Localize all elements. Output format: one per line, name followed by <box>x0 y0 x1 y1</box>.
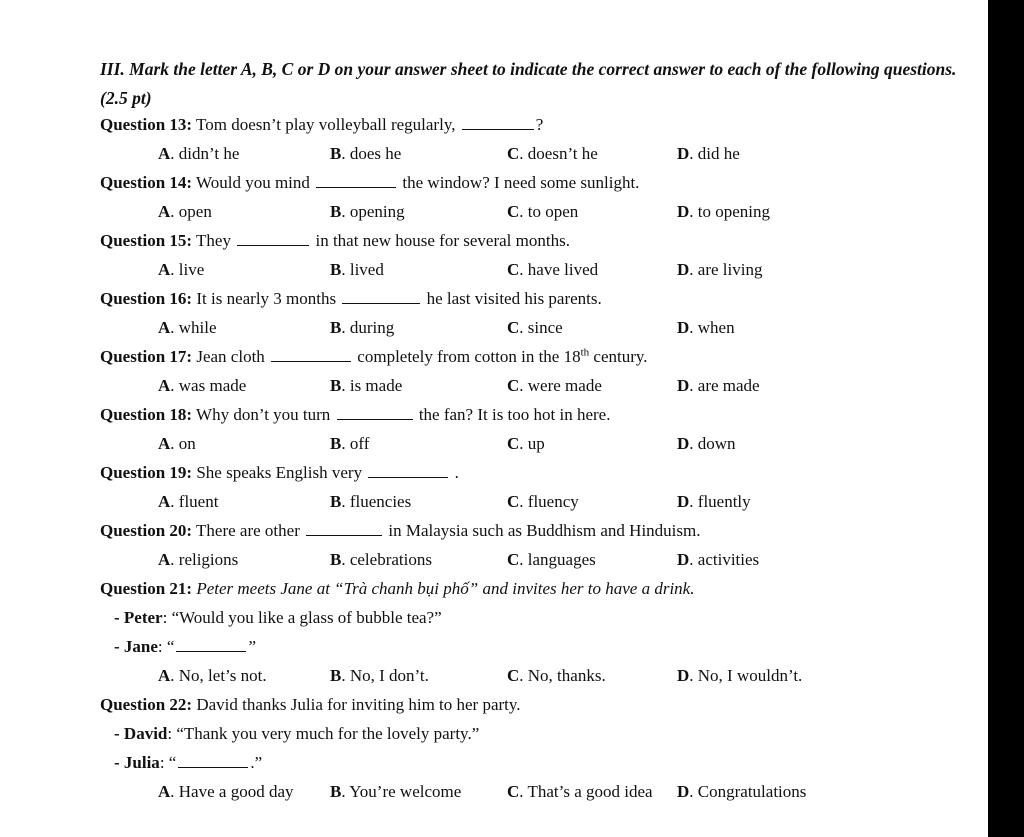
options-22 <box>100 779 980 805</box>
answer-blank <box>271 347 351 362</box>
option-c[interactable]: C. up <box>507 434 545 453</box>
answer-blank <box>176 637 246 652</box>
options-13 <box>100 141 980 167</box>
speaker-peter: - Peter <box>114 608 163 627</box>
option-b[interactable]: B. lived <box>330 260 384 279</box>
option-b[interactable]: B. opening <box>330 202 405 221</box>
option-b[interactable]: B. celebrations <box>330 550 432 569</box>
question-13: Question 13: Tom doesn’t play volleyball regularly, ? <box>100 115 544 134</box>
answer-blank <box>337 405 413 420</box>
answer-blank <box>306 521 382 536</box>
question-label: Question 15: <box>100 231 193 250</box>
question-16: Question 16: It is nearly 3 months he last visited his parents. <box>100 289 602 308</box>
dialogue-line-peter: - Peter: “Would you like a glass of bubble tea?” <box>114 608 442 627</box>
question-21 <box>100 576 694 602</box>
question-label: Question 20: <box>100 521 193 540</box>
question-20: Question 20: There are other in Malaysia such as Buddhism and Hinduism. <box>100 521 701 540</box>
option-b[interactable]: B. does he <box>330 144 402 163</box>
option-d[interactable]: D. No, I wouldn’t. <box>677 666 803 685</box>
options-21 <box>100 663 980 689</box>
answer-blank <box>237 231 309 246</box>
option-a[interactable]: A. didn’t he <box>158 144 240 163</box>
answer-blank <box>178 753 248 768</box>
options-15 <box>100 257 980 283</box>
question-label: Question 21: <box>100 579 193 598</box>
option-a[interactable]: A. live <box>158 260 205 279</box>
speaker-jane: - Jane <box>114 637 158 656</box>
question-18: Question 18: Why don’t you turn the fan? It is too hot in here. <box>100 405 611 424</box>
options-14 <box>100 199 980 225</box>
options-19 <box>100 489 980 515</box>
question-label: Question 22: <box>100 695 193 714</box>
option-c[interactable]: C. were made <box>507 376 602 395</box>
question-15: Question 15: They in that new house for several months. <box>100 231 570 250</box>
question-prompt: David thanks Julia for inviting him to her party. <box>196 695 521 714</box>
question-label: Question 13: <box>100 115 193 134</box>
option-d[interactable]: D. to opening <box>677 202 771 221</box>
answer-blank <box>462 115 534 130</box>
option-b[interactable]: B. You’re welcome <box>330 782 462 801</box>
options-18 <box>100 431 980 457</box>
option-c[interactable]: C. That’s a good idea <box>507 782 653 801</box>
option-d[interactable]: D. when <box>677 318 735 337</box>
question-label: Question 18: <box>100 405 193 424</box>
speaker-david: - David <box>114 724 168 743</box>
question-label: Question 19: <box>100 463 193 482</box>
dialogue-line-david: - David: “Thank you very much for the lovely party.” <box>114 724 480 743</box>
option-d[interactable]: D. Congratulations <box>677 782 807 801</box>
option-a[interactable]: A. No, let’s not. <box>158 666 267 685</box>
question-label: Question 14: <box>100 173 193 192</box>
options-17 <box>100 373 980 399</box>
option-d[interactable]: D. are living <box>677 260 763 279</box>
question-19: Question 19: She speaks English very . <box>100 463 459 482</box>
section-heading: III. Mark the letter A, B, C or D on your answer sheet to indicate the correct answer to each of the following questions. (2.5 pt) <box>100 59 957 108</box>
question-14: Question 14: Would you mind the window? I need some sunlight. <box>100 173 640 192</box>
option-c[interactable]: C. languages <box>507 550 596 569</box>
option-a[interactable]: A. on <box>158 434 196 453</box>
option-b[interactable]: B. is made <box>330 376 403 395</box>
option-d[interactable]: D. activities <box>677 550 760 569</box>
option-a[interactable]: A. was made <box>158 376 247 395</box>
option-a[interactable]: A. while <box>158 318 217 337</box>
option-b[interactable]: B. during <box>330 318 395 337</box>
option-b[interactable]: B. off <box>330 434 370 453</box>
option-a[interactable]: A. open <box>158 202 212 221</box>
option-c[interactable]: C. to open <box>507 202 579 221</box>
option-c[interactable]: C. No, thanks. <box>507 666 606 685</box>
screen-edge-bar <box>988 0 1024 837</box>
option-c[interactable]: C. have lived <box>507 260 599 279</box>
answer-blank <box>316 173 396 188</box>
speaker-julia: - Julia <box>114 753 160 772</box>
question-22 <box>100 692 521 718</box>
question-label: Question 16: <box>100 289 193 308</box>
option-c[interactable]: C. fluency <box>507 492 579 511</box>
question-17: Question 17: Jean cloth completely from cotton in the 18th century. <box>100 346 648 366</box>
option-d[interactable]: D. down <box>677 434 736 453</box>
option-b[interactable]: B. fluencies <box>330 492 412 511</box>
question-prompt: Peter meets Jane at “Trà chanh bụi phố” and invites her to have a drink. <box>196 579 695 598</box>
option-a[interactable]: A. Have a good day <box>158 782 294 801</box>
dialogue-line-jane: - Jane: “ ” <box>114 637 256 656</box>
options-16 <box>100 315 980 341</box>
option-d[interactable]: D. are made <box>677 376 760 395</box>
options-20 <box>100 547 980 573</box>
answer-blank <box>342 289 420 304</box>
option-a[interactable]: A. religions <box>158 550 239 569</box>
option-b[interactable]: B. No, I don’t. <box>330 666 429 685</box>
dialogue-line-julia: - Julia: “ .” <box>114 753 263 772</box>
option-c[interactable]: C. doesn’t he <box>507 144 598 163</box>
option-d[interactable]: D. fluently <box>677 492 751 511</box>
question-label: Question 17: <box>100 347 193 366</box>
option-d[interactable]: D. did he <box>677 144 740 163</box>
answer-blank <box>368 463 448 478</box>
option-c[interactable]: C. since <box>507 318 563 337</box>
option-a[interactable]: A. fluent <box>158 492 219 511</box>
